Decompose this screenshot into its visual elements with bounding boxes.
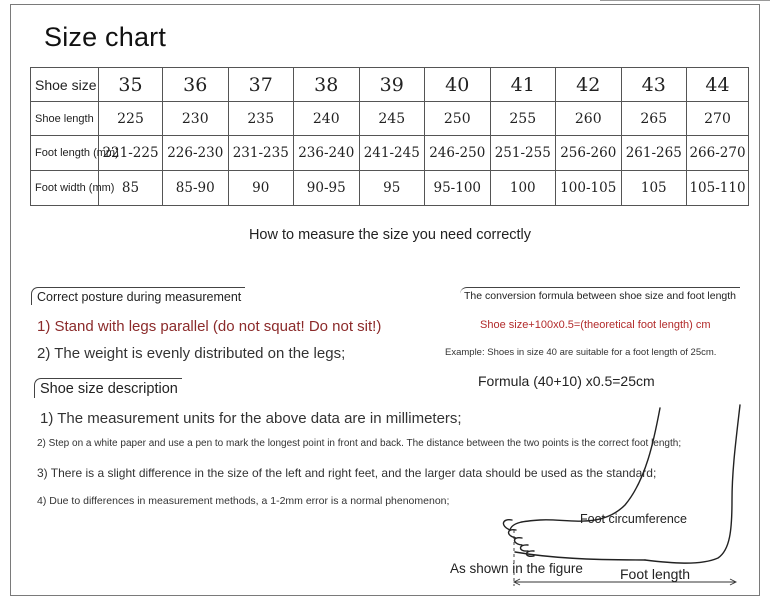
foot-circumference-label: Foot circumference bbox=[580, 512, 687, 526]
conversion-example: Example: Shoes in size 40 are suitable for a foot length of 25cm. bbox=[445, 347, 717, 358]
table-cell: 40 bbox=[425, 68, 491, 102]
table-cell: 265 bbox=[621, 102, 687, 136]
table-cell: 270 bbox=[687, 102, 749, 136]
row-header: Shoe size bbox=[31, 68, 99, 102]
description-heading: Shoe size description bbox=[34, 378, 182, 398]
how-to-measure-heading: How to measure the size you need correctly bbox=[248, 227, 532, 243]
table-row bbox=[31, 171, 749, 206]
table-cell: 261-265 bbox=[621, 136, 687, 171]
foot-length-label: Foot length bbox=[620, 566, 691, 582]
row-header: Shoe length bbox=[31, 102, 99, 136]
posture-item-1: 1) Stand with legs parallel (do not squat! Do not sit!) bbox=[37, 318, 382, 335]
description-item-3: 3) There is a slight difference in the size of the left and right feet, and the larger data should be used as the standard; bbox=[37, 466, 657, 480]
table-cell: 236-240 bbox=[294, 136, 360, 171]
table-cell: 266-270 bbox=[687, 136, 749, 171]
table-cell: 256-260 bbox=[556, 136, 622, 171]
table-cell: 95 bbox=[359, 171, 425, 206]
table-cell: 85 bbox=[99, 171, 163, 206]
table-cell: 226-230 bbox=[163, 136, 229, 171]
table-cell: 43 bbox=[621, 68, 687, 102]
table-cell: 100 bbox=[490, 171, 556, 206]
table-cell: 225 bbox=[99, 102, 163, 136]
as-shown-caption: As shown in the figure bbox=[450, 561, 583, 576]
table-cell: 41 bbox=[490, 68, 556, 102]
table-cell: 250 bbox=[425, 102, 491, 136]
posture-item-2: 2) The weight is evenly distributed on the legs; bbox=[37, 345, 346, 362]
table-cell: 230 bbox=[163, 102, 229, 136]
conversion-formula: Shoe size+100x0.5=(theoretical foot length) cm bbox=[480, 319, 711, 331]
table-cell: 100-105 bbox=[556, 171, 622, 206]
description-item-4: 4) Due to differences in measurement methods, a 1-2mm error is a normal phenomenon; bbox=[37, 495, 450, 507]
page-title: Size chart bbox=[44, 22, 167, 52]
table-cell: 260 bbox=[556, 102, 622, 136]
table-cell: 90 bbox=[228, 171, 294, 206]
table-cell: 105 bbox=[621, 171, 687, 206]
posture-heading: Correct posture during measurement bbox=[31, 287, 245, 305]
table-cell: 240 bbox=[294, 102, 360, 136]
table-cell: 37 bbox=[228, 68, 294, 102]
row-header: Foot length (mm) bbox=[31, 136, 99, 171]
conversion-heading: The conversion formula between shoe size and foot length bbox=[460, 287, 740, 304]
row-header: Foot width (mm) bbox=[31, 171, 99, 206]
table-cell: 105-110 bbox=[687, 171, 749, 206]
table-cell: 42 bbox=[556, 68, 622, 102]
table-cell: 38 bbox=[294, 68, 360, 102]
table-cell: 90-95 bbox=[294, 171, 360, 206]
table-cell: 231-235 bbox=[228, 136, 294, 171]
table-cell: 85-90 bbox=[163, 171, 229, 206]
table-cell: 36 bbox=[163, 68, 229, 102]
size-table bbox=[30, 67, 749, 206]
table-row bbox=[31, 102, 749, 136]
table-cell: 44 bbox=[687, 68, 749, 102]
top-divider bbox=[600, 0, 770, 1]
table-cell: 235 bbox=[228, 102, 294, 136]
table-cell: 245 bbox=[359, 102, 425, 136]
table-cell: 251-255 bbox=[490, 136, 556, 171]
table-row bbox=[31, 136, 749, 171]
table-cell: 95-100 bbox=[425, 171, 491, 206]
table-cell: 35 bbox=[99, 68, 163, 102]
conversion-worked-example: Formula (40+10) x0.5=25cm bbox=[478, 373, 655, 389]
table-row bbox=[31, 68, 749, 102]
table-cell: 246-250 bbox=[425, 136, 491, 171]
description-item-1: 1) The measurement units for the above data are in millimeters; bbox=[40, 410, 462, 427]
table-cell: 39 bbox=[359, 68, 425, 102]
table-cell: 241-245 bbox=[359, 136, 425, 171]
table-cell: 221-225 bbox=[99, 136, 163, 171]
table-cell: 255 bbox=[490, 102, 556, 136]
description-item-2: 2) Step on a white paper and use a pen to mark the longest point in front and back. The distance between the two points is the correct foot length; bbox=[37, 438, 682, 449]
